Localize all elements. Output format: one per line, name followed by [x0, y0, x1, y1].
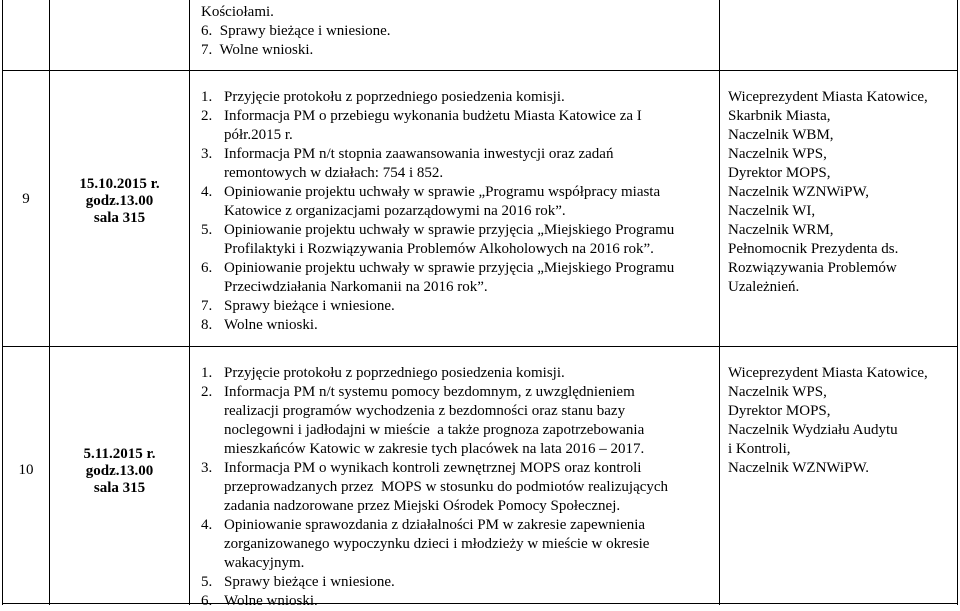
participant: Rozwiązywania Problemów [728, 260, 897, 276]
agenda-item [201, 88, 713, 107]
item-number: 5. [201, 574, 213, 590]
agenda-item [201, 107, 713, 126]
agenda-item-continuation [201, 440, 713, 459]
agenda-item-continuation [201, 402, 713, 421]
item-number: 6. [201, 260, 213, 276]
item-number: 5. [201, 222, 213, 238]
item-text: realizacji programów wychodzenia z bezdomności oraz stanu bazy [224, 403, 626, 419]
agenda-item-continuation [201, 421, 713, 440]
participant: Wiceprezydent Miasta Katowice, [728, 365, 928, 381]
agenda-item-continuation [201, 497, 713, 516]
participant: Naczelnik WPS, [728, 146, 827, 162]
participant: Skarbnik Miasta, [728, 108, 831, 124]
item-text: Informacja PM o wynikach kontroli zewnętrznej MOPS oraz kontroli [224, 460, 642, 476]
item-text: Przyjęcie protokołu z poprzedniego posiedzenia komisji. [224, 365, 565, 381]
agenda-list [201, 88, 713, 335]
continuation-text: 7. Wolne wnioski. [201, 42, 314, 58]
participant: Naczelnik WI, [728, 203, 816, 219]
row-number: 9 [22, 191, 30, 207]
agenda-item-continuation [201, 164, 713, 183]
participant: i Kontroli, [728, 441, 791, 457]
agenda-item [201, 516, 713, 535]
agenda-item [201, 221, 713, 240]
item-text: Opiniowanie projektu uchwały w sprawie przyjęcia „Miejskiego Programu [224, 260, 675, 276]
item-number: 3. [201, 146, 213, 162]
participant: Naczelnik WRM, [728, 222, 834, 238]
agenda-item [201, 183, 713, 202]
item-text: Informacja PM n/t systemu pomocy bezdomnym, z uwzględnieniem [224, 384, 635, 400]
agenda-item [201, 145, 713, 164]
agenda-item [201, 383, 713, 402]
participant: Naczelnik WPS, [728, 384, 827, 400]
participant: Uzależnień. [728, 279, 800, 295]
item-number: 4. [201, 517, 213, 533]
table-border-left [2, 0, 3, 605]
agenda-item [201, 592, 713, 611]
meeting-date [50, 176, 189, 227]
continuation-text: 6. Sprawy bieżące i wniesione. [201, 23, 391, 39]
agenda-item-continuation [201, 535, 713, 554]
item-text: Profilaktyki i Rozwiązywania Problemów Alkoholowych na 2016 rok”. [224, 241, 654, 257]
item-number: 2. [201, 384, 213, 400]
room-text: sala 315 [93, 210, 146, 226]
item-number: 7. [201, 298, 213, 314]
list-item [201, 3, 713, 22]
item-number: 3. [201, 460, 213, 476]
meeting-date [50, 446, 189, 497]
item-number: 4. [201, 184, 213, 200]
agenda-item [201, 364, 713, 383]
item-text: remontowych w działach: 754 i 852. [224, 165, 444, 181]
list-item [201, 22, 713, 41]
agenda-item [201, 573, 713, 592]
date-text: 5.11.2015 r. [83, 446, 156, 462]
time-text: godz.13.00 [85, 463, 154, 479]
agenda-item-continuation [201, 202, 713, 221]
agenda-item [201, 259, 713, 278]
item-text: Przyjęcie protokołu z poprzedniego posiedzenia komisji. [224, 89, 565, 105]
table-border-right [957, 0, 958, 605]
agenda-item-continuation [201, 278, 713, 297]
participants-list [728, 88, 953, 297]
item-text: Sprawy bieżące i wniesione. [224, 574, 395, 590]
participants-list [728, 364, 953, 478]
item-text: Opiniowanie sprawozdania z działalności PM w zakresie zapewnienia [224, 517, 646, 533]
item-text: Sprawy bieżące i wniesione. [224, 298, 395, 314]
item-text: mieszkańców Katowic w zakresie tych placówek na lata 2016 – 2017. [224, 441, 645, 457]
item-text: wakacyjnym. [224, 555, 305, 571]
agenda-item-continuation [201, 126, 713, 145]
agenda-item [201, 459, 713, 478]
participant: Wiceprezydent Miasta Katowice, [728, 89, 928, 105]
agenda-item-continuation [201, 478, 713, 497]
item-text: Opiniowanie projektu uchwały w sprawie przyjęcia „Miejskiego Programu [224, 222, 675, 238]
item-number: 8. [201, 317, 213, 333]
item-number: 6. [201, 593, 213, 609]
agenda-item [201, 316, 713, 335]
item-number: 2. [201, 108, 213, 124]
participant: Naczelnik WZNWiPW. [728, 460, 870, 476]
time-text: godz.13.00 [85, 193, 154, 209]
table-row-separator-1 [2, 70, 958, 71]
item-text: Wolne wnioski. [224, 593, 318, 609]
participant: Naczelnik WBM, [728, 127, 834, 143]
item-text: Opiniowanie projektu uchwały w sprawie „Programu współpracy miasta [224, 184, 661, 200]
item-text: Przeciwdziałania Narkomanii na 2016 rok”. [224, 279, 488, 295]
participant: Pełnomocnik Prezydenta ds. [728, 241, 899, 257]
agenda-list [201, 364, 713, 611]
item-text: noclegowni i jadłodajni w mieście a także prognoza zapotrzebowania [224, 422, 645, 438]
room-text: sala 315 [93, 480, 146, 496]
item-text: Informacja PM n/t stopnia zaawansowania inwestycji oraz zadań [224, 146, 614, 162]
item-text: Katowice z organizacjami pozarządowymi na 2016 rok”. [224, 203, 566, 219]
date-text: 15.10.2015 r. [79, 176, 160, 192]
table-divider-agenda [719, 0, 720, 605]
agenda-item-continuation [201, 554, 713, 573]
item-text: Informacja PM o przebiegu wykonania budżetu Miasta Katowice za I [224, 108, 642, 124]
agenda-item-continuation [201, 240, 713, 259]
participant: Dyrektor MOPS, [728, 403, 831, 419]
table-divider-date [189, 0, 190, 605]
item-number: 1. [201, 89, 213, 105]
row-number: 10 [18, 462, 34, 478]
item-text: zadania nadzorowane przez Miejski Ośrodek Pomocy Społecznej. [224, 498, 621, 514]
agenda-item [201, 297, 713, 316]
item-number: 1. [201, 365, 213, 381]
participant: Naczelnik WZNWiPW, [728, 184, 870, 200]
list-item [201, 41, 713, 60]
item-text: zorganizowanego wypoczynku dzieci i młodzieży w mieście w okresie [224, 536, 650, 552]
item-text: półr.2015 r. [224, 127, 293, 143]
participant: Naczelnik Wydziału Audytu [728, 422, 898, 438]
table-row-separator-2 [2, 346, 958, 347]
continuation-text: Kościołami. [201, 4, 274, 20]
table-divider-no [49, 0, 50, 605]
top-continuation [201, 3, 713, 60]
item-text: Wolne wnioski. [224, 317, 318, 333]
participant: Dyrektor MOPS, [728, 165, 831, 181]
item-text: przeprowadzanych przez MOPS w stosunku do podmiotów realizujących [224, 479, 669, 495]
